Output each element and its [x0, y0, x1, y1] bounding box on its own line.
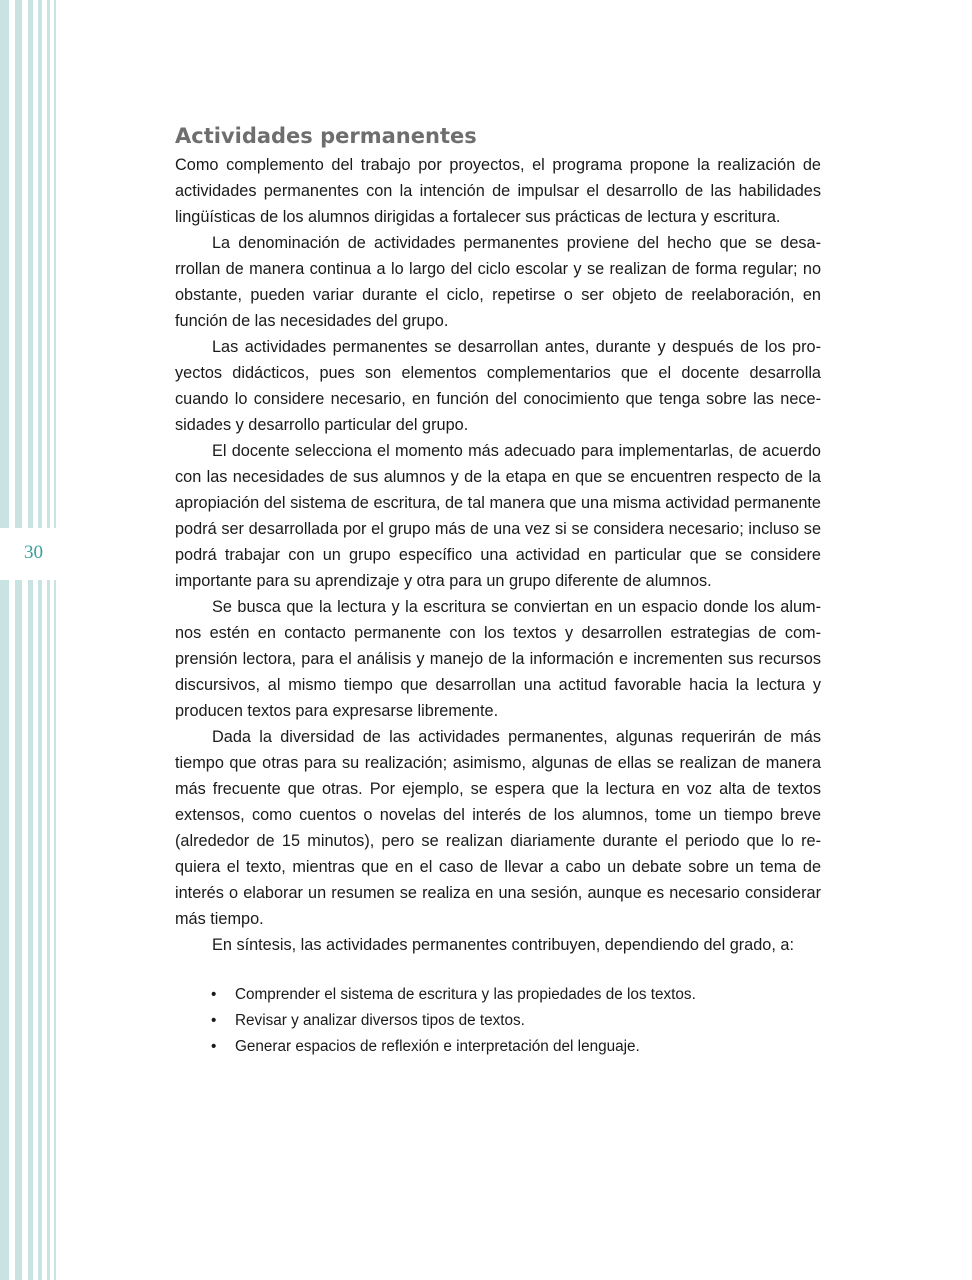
paragraph: En síntesis, las actividades permanentes contribuyen, dependiendo del grado, a: — [212, 936, 794, 954]
section-title: Actividades permanentes — [175, 124, 477, 148]
bullet-icon: • — [211, 986, 217, 1003]
paragraph: Como complemento del trabajo por proyectos, el programa propone la realización de actividades permanentes con la intención de impulsar el desarrollo de las habilidades lingüísticas de los alumnos dirigidas a fortalecer sus prácticas de lectura y escritura. — [175, 156, 821, 226]
stripe — [15, 0, 22, 1280]
paragraph: La denominación de actividades permanentes proviene del hecho que se desarrollan de manera continua a lo largo del ciclo escolar y se realizan de forma regular; no obstante, pueden variar durante el ciclo, repetirse o ser objeto de reelaboración, en función de las necesidades del grupo. — [175, 234, 821, 330]
bullet-list — [175, 982, 821, 1060]
list-item-text: Revisar y analizar diversos tipos de textos. — [235, 1012, 525, 1029]
paragraph: Se busca que la lectura y la escritura se conviertan en un espacio donde los alumnos estén en contacto permanente con los textos y desarrollen estrategias de comprensión lectora, para el análisis y manejo de la información e incrementen sus recursos discursivos, al mismo tiempo que desarrollan una actitud favorable hacia la lectura y producen textos para expresarse libremente. — [175, 598, 821, 720]
page-content — [175, 122, 821, 1060]
bullet-icon: • — [211, 1012, 217, 1029]
list-item-text: Comprender el sistema de escritura y las propiedades de los textos. — [235, 986, 696, 1003]
stripe — [28, 0, 33, 1280]
stripe — [0, 0, 9, 1280]
bullet-icon: • — [211, 1038, 217, 1055]
paragraph: Dada la diversidad de las actividades permanentes, algunas requerirán de más tiempo que otras para su realización; asimismo, algunas de ellas se realizan de manera más frecuente que otras. Por ejemplo, se espera que la lectura en voz alta de textos extensos, como cuentos o novelas del interés de los alumnos, tome un tiempo breve (alrededor de 15 minutos), pero se realizan diariamente durante el periodo que lo requiera el texto, mientras que en el caso de llevar a cabo un debate sobre un tema de interés o elaborar un resumen se realiza en una sesión, aunque es necesario considerar más tiempo. — [175, 728, 821, 928]
paragraph: Las actividades permanentes se desarrollan antes, durante y después de los proyectos didácticos, pues son elementos complementarios que el docente desarrolla cuando lo considere necesario, en función del conocimiento que tenga sobre las necesidades y desarrollo particular del grupo. — [175, 338, 821, 434]
list-item — [175, 982, 821, 1008]
paragraph: El docente selecciona el momento más adecuado para implementarlas, de acuerdo con las necesidades de sus alumnos y de la etapa en que se encuentren respecto de la apropiación del sistema de escritura, de tal manera que una misma actividad permanente podrá ser desarrollada por el grupo más de una vez si se considera necesario; incluso se podrá trabajar con un grupo específico una actividad en particular que se considere importante para su aprendizaje y otra para un grupo diferente de alumnos. — [175, 442, 821, 590]
list-item-text: Generar espacios de reflexión e interpretación del lenguaje. — [235, 1038, 640, 1055]
decorative-stripes — [0, 0, 60, 1280]
stripe — [38, 0, 42, 1280]
stripe — [54, 0, 56, 1280]
list-item — [175, 1034, 821, 1060]
list-item — [175, 1008, 821, 1034]
stripe — [47, 0, 50, 1280]
page-number: 30 — [24, 542, 43, 563]
